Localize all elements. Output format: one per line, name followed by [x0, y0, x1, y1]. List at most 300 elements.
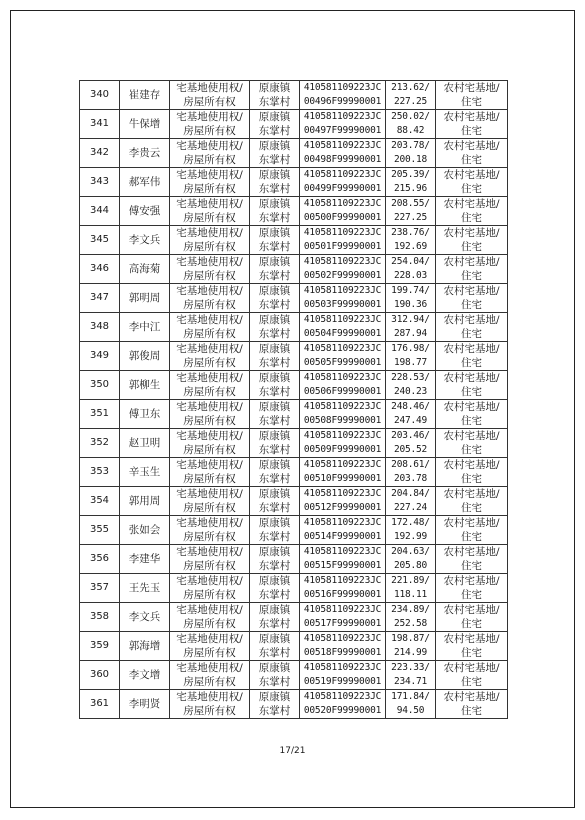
- right-type-cell: [170, 168, 250, 197]
- area-cell: [386, 110, 436, 139]
- page-number: 17/21: [279, 746, 306, 756]
- location-village: 东掌村: [258, 96, 291, 108]
- table-row: [80, 690, 508, 719]
- location-cell: [250, 168, 300, 197]
- usage-cell: [436, 168, 508, 197]
- land-area: 203.78/: [391, 140, 430, 151]
- right-type-cell: [170, 690, 250, 719]
- right-type-cell: [170, 400, 250, 429]
- parcel-code-line-1: 410581109223JC: [303, 662, 382, 673]
- record-number-cell: [80, 81, 120, 110]
- usage-line-1: 农村宅基地/: [443, 401, 500, 413]
- record-number-cell: [80, 226, 120, 255]
- location-cell: [250, 139, 300, 168]
- record-number-cell: [80, 342, 120, 371]
- location-village: 东掌村: [258, 154, 291, 166]
- table-row: [80, 110, 508, 139]
- usage-line-2: 住宅: [461, 473, 482, 485]
- parcel-code-line-1: 410581109223JC: [303, 82, 382, 93]
- building-area: 234.71: [393, 676, 428, 687]
- building-area: 118.11: [393, 589, 428, 600]
- building-area: 228.03: [393, 270, 428, 281]
- right-type-cell: [170, 458, 250, 487]
- location-town: 原康镇: [258, 430, 291, 442]
- owner-name: 李中江: [128, 321, 161, 333]
- building-area: 205.80: [393, 560, 428, 571]
- right-type-cell: [170, 603, 250, 632]
- table-row: [80, 371, 508, 400]
- right-type-cell: [170, 371, 250, 400]
- usage-cell: [436, 429, 508, 458]
- parcel-code-cell: [300, 632, 386, 661]
- building-area: 192.99: [393, 531, 428, 542]
- location-village: 东掌村: [258, 444, 291, 456]
- right-type-line-2: 房屋所有权: [183, 589, 236, 601]
- land-area: 208.55/: [391, 198, 430, 209]
- right-type-line-1: 宅基地使用权/: [176, 169, 243, 181]
- building-area: 88.42: [396, 125, 425, 136]
- owner-name: 李文兵: [128, 234, 161, 246]
- usage-cell: [436, 139, 508, 168]
- parcel-code-line-1: 410581109223JC: [303, 227, 382, 238]
- usage-line-1: 农村宅基地/: [443, 633, 500, 645]
- location-village: 东掌村: [258, 241, 291, 253]
- location-town: 原康镇: [258, 82, 291, 94]
- record-number: 347: [89, 292, 110, 303]
- parcel-code-cell: [300, 545, 386, 574]
- right-type-line-1: 宅基地使用权/: [176, 633, 243, 645]
- usage-line-1: 农村宅基地/: [443, 227, 500, 239]
- location-town: 原康镇: [258, 662, 291, 674]
- record-number: 342: [89, 147, 110, 158]
- usage-line-2: 住宅: [461, 415, 482, 427]
- right-type-line-2: 房屋所有权: [183, 357, 236, 369]
- table-row: [80, 429, 508, 458]
- building-area: 203.78: [393, 473, 428, 484]
- right-type-cell: [170, 255, 250, 284]
- land-area: 204.84/: [391, 488, 430, 499]
- land-area: 199.74/: [391, 285, 430, 296]
- location-cell: [250, 371, 300, 400]
- parcel-code-line-1: 410581109223JC: [303, 169, 382, 180]
- parcel-code-cell: [300, 284, 386, 313]
- usage-cell: [436, 110, 508, 139]
- owner-name: 张如会: [128, 524, 161, 536]
- location-cell: [250, 516, 300, 545]
- owner-name-cell: [120, 313, 170, 342]
- parcel-code-cell: [300, 516, 386, 545]
- registry-table-body: [80, 81, 508, 719]
- parcel-code-line-2: 00499F99990001: [303, 183, 382, 194]
- record-number-cell: [80, 255, 120, 284]
- area-cell: [386, 661, 436, 690]
- parcel-code-line-2: 00515F99990001: [303, 560, 382, 571]
- building-area: 287.94: [393, 328, 428, 339]
- area-cell: [386, 487, 436, 516]
- location-village: 东掌村: [258, 328, 291, 340]
- right-type-line-1: 宅基地使用权/: [176, 227, 243, 239]
- record-number: 354: [89, 495, 110, 506]
- right-type-line-1: 宅基地使用权/: [176, 343, 243, 355]
- owner-name: 辛玉生: [128, 466, 161, 478]
- owner-name-cell: [120, 226, 170, 255]
- owner-name-cell: [120, 632, 170, 661]
- record-number: 358: [89, 611, 110, 622]
- right-type-line-1: 宅基地使用权/: [176, 82, 243, 94]
- land-area: 221.89/: [391, 575, 430, 586]
- owner-name: 王先玉: [128, 582, 161, 594]
- owner-name-cell: [120, 139, 170, 168]
- land-area: 228.53/: [391, 372, 430, 383]
- record-number-cell: [80, 197, 120, 226]
- parcel-code-cell: [300, 226, 386, 255]
- usage-line-2: 住宅: [461, 328, 482, 340]
- area-cell: [386, 429, 436, 458]
- area-cell: [386, 81, 436, 110]
- parcel-code-line-1: 410581109223JC: [303, 111, 382, 122]
- location-cell: [250, 632, 300, 661]
- building-area: 215.96: [393, 183, 428, 194]
- right-type-line-2: 房屋所有权: [183, 154, 236, 166]
- location-town: 原康镇: [258, 488, 291, 500]
- right-type-line-1: 宅基地使用权/: [176, 488, 243, 500]
- usage-line-1: 农村宅基地/: [443, 430, 500, 442]
- building-area: 240.23: [393, 386, 428, 397]
- usage-line-1: 农村宅基地/: [443, 111, 500, 123]
- usage-cell: [436, 487, 508, 516]
- parcel-code-line-2: 00498F99990001: [303, 154, 382, 165]
- usage-cell: [436, 545, 508, 574]
- table-row: [80, 313, 508, 342]
- location-cell: [250, 342, 300, 371]
- usage-line-2: 住宅: [461, 444, 482, 456]
- usage-line-2: 住宅: [461, 502, 482, 514]
- usage-cell: [436, 516, 508, 545]
- right-type-line-1: 宅基地使用权/: [176, 517, 243, 529]
- table-row: [80, 342, 508, 371]
- land-area: 204.63/: [391, 546, 430, 557]
- table-row: [80, 284, 508, 313]
- usage-cell: [436, 458, 508, 487]
- parcel-code-line-1: 410581109223JC: [303, 140, 382, 151]
- parcel-code-line-1: 410581109223JC: [303, 459, 382, 470]
- location-town: 原康镇: [258, 343, 291, 355]
- right-type-line-2: 房屋所有权: [183, 618, 236, 630]
- table-row: [80, 168, 508, 197]
- right-type-line-2: 房屋所有权: [183, 328, 236, 340]
- usage-line-1: 农村宅基地/: [443, 691, 500, 703]
- right-type-line-2: 房屋所有权: [183, 473, 236, 485]
- building-area: 205.52: [393, 444, 428, 455]
- table-row: [80, 197, 508, 226]
- right-type-line-1: 宅基地使用权/: [176, 198, 243, 210]
- owner-name-cell: [120, 342, 170, 371]
- usage-line-1: 农村宅基地/: [443, 169, 500, 181]
- land-area: 238.76/: [391, 227, 430, 238]
- owner-name-cell: [120, 255, 170, 284]
- parcel-code-line-1: 410581109223JC: [303, 343, 382, 354]
- area-cell: [386, 545, 436, 574]
- usage-cell: [436, 284, 508, 313]
- usage-line-2: 住宅: [461, 676, 482, 688]
- location-cell: [250, 545, 300, 574]
- table-row: [80, 516, 508, 545]
- owner-name: 李建华: [128, 553, 161, 565]
- location-village: 东掌村: [258, 705, 291, 717]
- parcel-code-line-2: 00516F99990001: [303, 589, 382, 600]
- right-type-line-1: 宅基地使用权/: [176, 575, 243, 587]
- right-type-cell: [170, 661, 250, 690]
- right-type-line-1: 宅基地使用权/: [176, 691, 243, 703]
- table-row: [80, 545, 508, 574]
- owner-name-cell: [120, 690, 170, 719]
- usage-line-1: 农村宅基地/: [443, 546, 500, 558]
- record-number: 344: [89, 205, 110, 216]
- parcel-code-cell: [300, 139, 386, 168]
- location-town: 原康镇: [258, 285, 291, 297]
- owner-name-cell: [120, 197, 170, 226]
- usage-line-2: 住宅: [461, 96, 482, 108]
- parcel-code-cell: [300, 197, 386, 226]
- usage-line-1: 农村宅基地/: [443, 198, 500, 210]
- parcel-code-line-1: 410581109223JC: [303, 517, 382, 528]
- usage-line-1: 农村宅基地/: [443, 372, 500, 384]
- location-town: 原康镇: [258, 401, 291, 413]
- location-town: 原康镇: [258, 314, 291, 326]
- usage-cell: [436, 226, 508, 255]
- usage-cell: [436, 81, 508, 110]
- right-type-cell: [170, 487, 250, 516]
- land-area: 223.33/: [391, 662, 430, 673]
- location-town: 原康镇: [258, 546, 291, 558]
- owner-name: 郝军伟: [128, 176, 161, 188]
- building-area: 247.49: [393, 415, 428, 426]
- area-cell: [386, 255, 436, 284]
- right-type-line-2: 房屋所有权: [183, 96, 236, 108]
- owner-name-cell: [120, 81, 170, 110]
- record-number: 359: [89, 640, 110, 651]
- location-cell: [250, 661, 300, 690]
- right-type-cell: [170, 226, 250, 255]
- record-number-cell: [80, 139, 120, 168]
- location-cell: [250, 429, 300, 458]
- parcel-code-cell: [300, 371, 386, 400]
- parcel-code-line-2: 00505F99990001: [303, 357, 382, 368]
- location-cell: [250, 284, 300, 313]
- owner-name: 李文兵: [128, 611, 161, 623]
- location-village: 东掌村: [258, 589, 291, 601]
- record-number: 345: [89, 234, 110, 245]
- location-village: 东掌村: [258, 531, 291, 543]
- usage-line-2: 住宅: [461, 647, 482, 659]
- parcel-code-line-2: 00502F99990001: [303, 270, 382, 281]
- right-type-line-1: 宅基地使用权/: [176, 546, 243, 558]
- land-area: 171.84/: [391, 691, 430, 702]
- right-type-cell: [170, 516, 250, 545]
- right-type-cell: [170, 197, 250, 226]
- area-cell: [386, 690, 436, 719]
- right-type-cell: [170, 110, 250, 139]
- owner-name-cell: [120, 458, 170, 487]
- table-row: [80, 81, 508, 110]
- table-row: [80, 487, 508, 516]
- location-cell: [250, 458, 300, 487]
- owner-name-cell: [120, 603, 170, 632]
- land-area: 198.87/: [391, 633, 430, 644]
- right-type-cell: [170, 545, 250, 574]
- area-cell: [386, 197, 436, 226]
- right-type-cell: [170, 81, 250, 110]
- parcel-code-line-1: 410581109223JC: [303, 488, 382, 499]
- record-number: 355: [89, 524, 110, 535]
- parcel-code-line-1: 410581109223JC: [303, 633, 382, 644]
- land-area: 172.48/: [391, 517, 430, 528]
- right-type-cell: [170, 313, 250, 342]
- location-village: 东掌村: [258, 212, 291, 224]
- usage-line-1: 农村宅基地/: [443, 140, 500, 152]
- location-village: 东掌村: [258, 386, 291, 398]
- usage-line-1: 农村宅基地/: [443, 662, 500, 674]
- parcel-code-line-2: 00519F99990001: [303, 676, 382, 687]
- usage-line-2: 住宅: [461, 531, 482, 543]
- table-row: [80, 603, 508, 632]
- record-number: 360: [89, 669, 110, 680]
- owner-name: 郭柳生: [128, 379, 161, 391]
- usage-line-1: 农村宅基地/: [443, 285, 500, 297]
- parcel-code-line-1: 410581109223JC: [303, 546, 382, 557]
- area-cell: [386, 168, 436, 197]
- usage-line-2: 住宅: [461, 270, 482, 282]
- right-type-line-2: 房屋所有权: [183, 502, 236, 514]
- area-cell: [386, 371, 436, 400]
- right-type-line-2: 房屋所有权: [183, 560, 236, 572]
- owner-name: 郭海增: [128, 640, 161, 652]
- record-number: 350: [89, 379, 110, 390]
- usage-line-2: 住宅: [461, 560, 482, 572]
- land-area: 250.02/: [391, 111, 430, 122]
- parcel-code-cell: [300, 313, 386, 342]
- right-type-line-2: 房屋所有权: [183, 705, 236, 717]
- location-village: 东掌村: [258, 299, 291, 311]
- area-cell: [386, 400, 436, 429]
- parcel-code-line-2: 00514F99990001: [303, 531, 382, 542]
- right-type-line-2: 房屋所有权: [183, 415, 236, 427]
- location-village: 东掌村: [258, 676, 291, 688]
- location-village: 东掌村: [258, 357, 291, 369]
- parcel-code-line-2: 00510F99990001: [303, 473, 382, 484]
- parcel-code-cell: [300, 661, 386, 690]
- right-type-cell: [170, 284, 250, 313]
- right-type-line-1: 宅基地使用权/: [176, 401, 243, 413]
- parcel-code-line-2: 00520F99990001: [303, 705, 382, 716]
- parcel-code-line-2: 00509F99990001: [303, 444, 382, 455]
- parcel-code-line-2: 00506F99990001: [303, 386, 382, 397]
- parcel-code-cell: [300, 342, 386, 371]
- owner-name-cell: [120, 429, 170, 458]
- usage-cell: [436, 661, 508, 690]
- parcel-code-line-1: 410581109223JC: [303, 256, 382, 267]
- record-number: 340: [89, 89, 110, 100]
- building-area: 198.77: [393, 357, 428, 368]
- parcel-code-line-2: 00496F99990001: [303, 96, 382, 107]
- land-area: 203.46/: [391, 430, 430, 441]
- parcel-code-cell: [300, 168, 386, 197]
- area-cell: [386, 516, 436, 545]
- usage-line-1: 农村宅基地/: [443, 343, 500, 355]
- right-type-line-1: 宅基地使用权/: [176, 459, 243, 471]
- record-number-cell: [80, 429, 120, 458]
- area-cell: [386, 313, 436, 342]
- record-number: 357: [89, 582, 110, 593]
- usage-line-1: 农村宅基地/: [443, 604, 500, 616]
- parcel-code-cell: [300, 574, 386, 603]
- record-number-cell: [80, 574, 120, 603]
- right-type-line-1: 宅基地使用权/: [176, 140, 243, 152]
- owner-name: 高海菊: [128, 263, 161, 275]
- record-number-cell: [80, 284, 120, 313]
- usage-cell: [436, 313, 508, 342]
- owner-name: 傅安强: [128, 205, 161, 217]
- building-area: 227.24: [393, 502, 428, 513]
- record-number-cell: [80, 400, 120, 429]
- parcel-code-cell: [300, 429, 386, 458]
- record-number: 341: [89, 118, 110, 129]
- usage-line-2: 住宅: [461, 589, 482, 601]
- building-area: 192.69: [393, 241, 428, 252]
- right-type-cell: [170, 429, 250, 458]
- right-type-line-1: 宅基地使用权/: [176, 372, 243, 384]
- usage-cell: [436, 197, 508, 226]
- record-number-cell: [80, 545, 120, 574]
- location-village: 东掌村: [258, 183, 291, 195]
- table-row: [80, 400, 508, 429]
- building-area: 200.18: [393, 154, 428, 165]
- parcel-code-cell: [300, 487, 386, 516]
- land-area: 254.04/: [391, 256, 430, 267]
- registry-table: [79, 80, 508, 719]
- record-number: 349: [89, 350, 110, 361]
- right-type-line-2: 房屋所有权: [183, 647, 236, 659]
- owner-name: 李贵云: [128, 147, 161, 159]
- record-number-cell: [80, 690, 120, 719]
- table-row: [80, 632, 508, 661]
- location-village: 东掌村: [258, 473, 291, 485]
- location-town: 原康镇: [258, 517, 291, 529]
- owner-name-cell: [120, 545, 170, 574]
- right-type-line-1: 宅基地使用权/: [176, 285, 243, 297]
- usage-line-1: 农村宅基地/: [443, 256, 500, 268]
- location-village: 东掌村: [258, 647, 291, 659]
- area-cell: [386, 342, 436, 371]
- parcel-code-line-2: 00517F99990001: [303, 618, 382, 629]
- area-cell: [386, 226, 436, 255]
- right-type-line-1: 宅基地使用权/: [176, 111, 243, 123]
- usage-cell: [436, 371, 508, 400]
- owner-name: 郭明周: [128, 292, 161, 304]
- right-type-cell: [170, 342, 250, 371]
- usage-line-2: 住宅: [461, 212, 482, 224]
- land-area: 205.39/: [391, 169, 430, 180]
- record-number: 352: [89, 437, 110, 448]
- land-area: 312.94/: [391, 314, 430, 325]
- location-town: 原康镇: [258, 169, 291, 181]
- location-cell: [250, 226, 300, 255]
- usage-line-2: 住宅: [461, 386, 482, 398]
- owner-name-cell: [120, 284, 170, 313]
- usage-line-2: 住宅: [461, 241, 482, 253]
- building-area: 190.36: [393, 299, 428, 310]
- location-town: 原康镇: [258, 256, 291, 268]
